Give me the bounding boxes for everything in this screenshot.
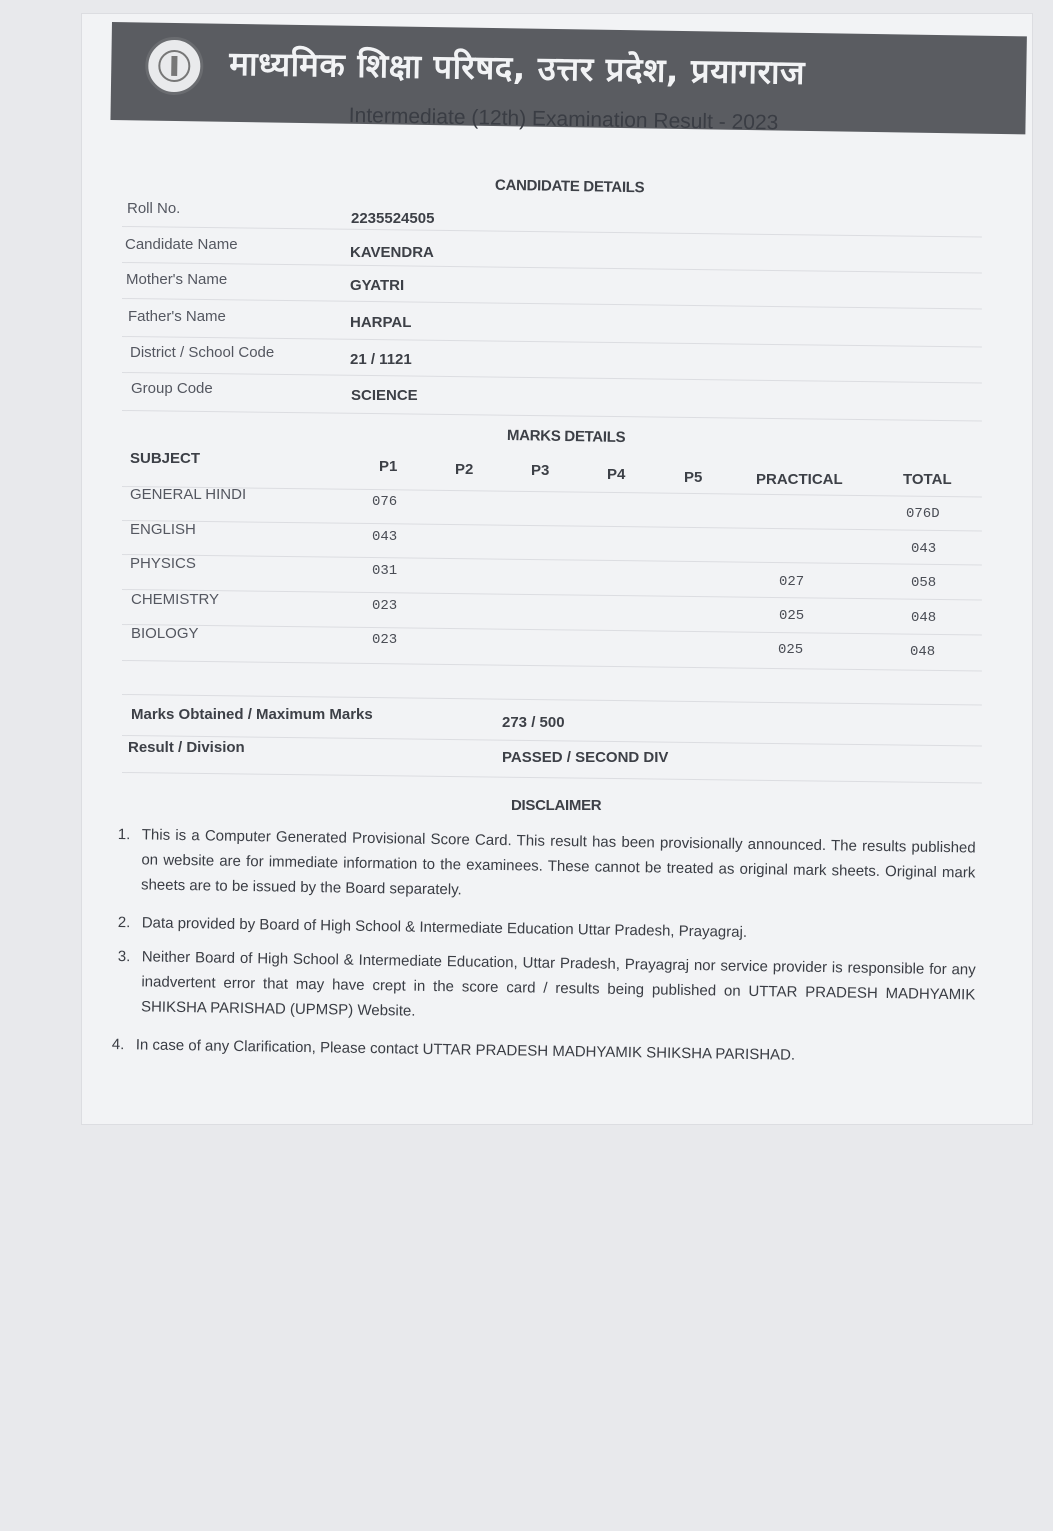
father-name-value: HARPAL	[350, 314, 412, 331]
practical-mark: 025	[778, 642, 804, 658]
p1-mark: 031	[372, 563, 398, 579]
col-p2: P2	[455, 461, 474, 478]
col-p5: P5	[684, 469, 703, 486]
col-p4: P4	[607, 466, 626, 483]
board-name: माध्यमिक शिक्षा परिषद, उत्तर प्रदेश, प्रयागराज	[229, 43, 806, 92]
p1-mark: 043	[372, 529, 398, 545]
col-p1: P1	[379, 458, 398, 475]
result-division-value: PASSED / SECOND DIV	[502, 749, 669, 766]
practical-mark: 027	[779, 574, 805, 590]
father-name-label: Father's Name	[128, 308, 226, 325]
district-school-code-value: 21 / 1121	[350, 351, 412, 368]
disclaimer-item-text: Neither Board of High School & Intermediate Education, Uttar Pradesh, Prayagraj nor service provider is responsible for any inadvertent error that may have crept in the score card / results being published on UTTAR PRADESH MADHYAMIK SHIKSHA PARISHAD (UPMSP) Website.	[140, 948, 976, 1020]
subject-name: ENGLISH	[130, 521, 196, 538]
disclaimer-heading: DISCLAIMER	[511, 797, 602, 814]
group-code-value: SCIENCE	[351, 387, 418, 404]
group-code-label: Group Code	[131, 380, 213, 397]
district-school-code-label: District / School Code	[130, 344, 275, 361]
candidate-name-value: KAVENDRA	[350, 244, 434, 261]
marks-details-heading: MARKS DETAILS	[506, 426, 626, 447]
marks-obtained-label: Marks Obtained / Maximum Marks	[131, 706, 373, 723]
up-government-emblem-icon	[145, 37, 204, 96]
total-mark: 048	[910, 644, 936, 660]
p1-mark: 076	[372, 494, 398, 510]
disclaimer-item-text: Data provided by Board of High School & Intermediate Education Uttar Pradesh, Prayagraj.	[141, 914, 748, 941]
result-division-label: Result / Division	[128, 739, 245, 756]
p1-mark: 023	[372, 598, 398, 614]
roll-no-value: 2235524505	[351, 210, 435, 227]
disclaimer-item-number: 2.	[117, 913, 131, 932]
disclaimer-item	[117, 822, 976, 910]
col-p3: P3	[531, 462, 550, 479]
disclaimer-item	[117, 944, 976, 1032]
disclaimer-item-number: 4.	[111, 1035, 125, 1054]
candidate-details-heading: CANDIDATE DETAILS	[494, 176, 645, 197]
exam-title: Intermediate (12th) Examination Result - 2023	[348, 104, 779, 135]
disclaimer-item-number: 3.	[117, 947, 131, 966]
roll-no-label: Roll No.	[127, 200, 181, 217]
total-mark: 058	[911, 575, 937, 591]
subject-name: PHYSICS	[130, 555, 196, 572]
subject-name: CHEMISTRY	[131, 591, 220, 608]
disclaimer-item-text: In case of any Clarification, Please contact UTTAR PRADESH MADHYAMIK SHIKSHA PARISHAD.	[135, 1036, 796, 1064]
total-mark: 076D	[906, 506, 940, 522]
practical-mark: 025	[779, 608, 805, 624]
col-total: TOTAL	[903, 471, 952, 488]
mother-name-label: Mother's Name	[126, 271, 228, 288]
disclaimer-item-text: This is a Computer Generated Provisional Score Card. This result has been provisionally announced. The results published on website are for immediate information to the examinees. These cannot be treated as original mark sheets. Original mark sheets are to be issued by the Board separately.	[140, 826, 976, 899]
subject-name: BIOLOGY	[131, 625, 199, 642]
total-mark: 048	[911, 610, 937, 626]
disclaimer-item-number: 1.	[117, 825, 131, 844]
subject-name: GENERAL HINDI	[130, 486, 247, 503]
mother-name-value: GYATRI	[350, 277, 405, 294]
col-practical: PRACTICAL	[756, 471, 843, 488]
marks-obtained-value: 273 / 500	[502, 714, 565, 731]
p1-mark: 023	[372, 632, 398, 648]
candidate-name-label: Candidate Name	[125, 236, 238, 253]
col-subject: SUBJECT	[130, 450, 201, 467]
total-mark: 043	[911, 541, 937, 557]
